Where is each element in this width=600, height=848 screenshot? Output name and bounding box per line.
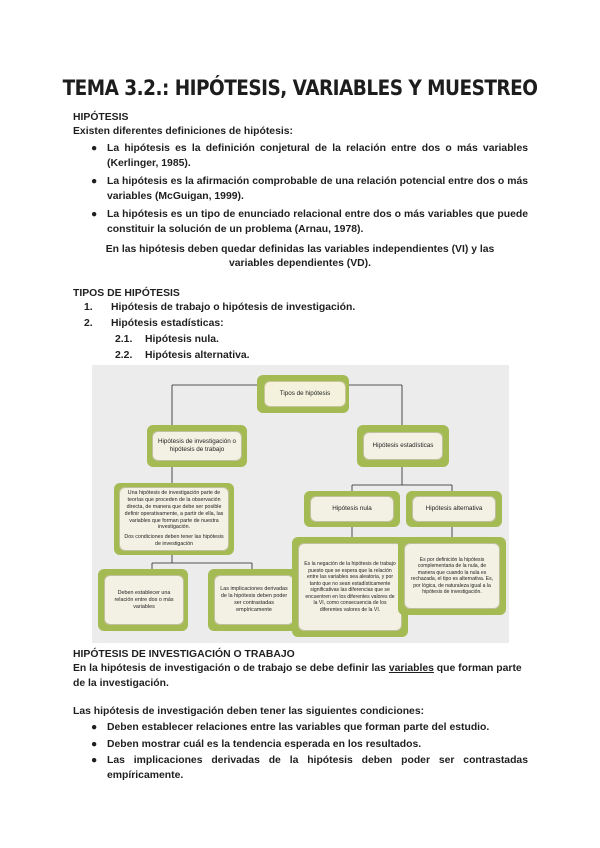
node-nula-desc: Es la negación de la hipótesis de trabajo puesto que se espera que la relación entre las variables sea aleatoria, y por tanto que no sean estadísticamente significativas las diferencias que se encuentren en los diferentes valores de la VI, como consecuencia de los diferentes valores de la VI. <box>298 543 402 631</box>
list-item: ● Deben mostrar cuál es la tendencia esperada en los resultados. <box>73 738 528 753</box>
bullet-icon: ● <box>91 143 98 154</box>
variables-link[interactable]: variables <box>388 663 434 674</box>
conditions-list <box>73 721 528 785</box>
section-heading-hipotesis: HIPÓTESIS <box>73 112 129 123</box>
node-investigacion-desc: Una hipótesis de investigación parte de teorías que proceden de la observación directa, de manera que debe ser posible definir operativamente, a partir de ella, las variables que forman parte de nuestra investigación. Dos condiciones deben tener las hipótesis de investigación <box>119 487 229 551</box>
section-heading-tipos: TIPOS DE HIPÓTESIS <box>73 288 180 299</box>
subitem-number: 2.1. <box>115 334 133 345</box>
bullet-icon: ● <box>91 738 98 750</box>
list-item: ● Deben establecer relaciones entre las variables que forman parte del estudio. <box>73 721 528 736</box>
item-number: 2. <box>84 318 93 329</box>
list-item: ● La hipótesis es la afirmación comprobable de una relación potencial entre dos o más variables (McGuigan, 1999). <box>91 176 528 202</box>
list-item: ● La hipótesis es un tipo de enunciado relacional entre dos o más variables que puede constituir la solución de un problema (Arnau, 1978). <box>91 209 528 235</box>
node-condicion-2: Las implicaciones derivadas de la hipótesis deben poder ser contrastadas empíricamente <box>214 575 294 625</box>
node-estadisticas: Hipótesis estadísticas <box>363 432 443 460</box>
bullet-icon: ● <box>91 176 98 187</box>
item-number: 1. <box>84 302 93 313</box>
bullet-icon: ● <box>91 722 98 733</box>
node-alternativa-desc: Es por definición la hipótesis complementaria de la nula, de manera que cuando la nula es rechazada, el tipo es alternativa. Es, por lógica, de naturaleza igual a la hipótesis de investigación. <box>404 543 500 609</box>
item-text: Hipótesis de trabajo o hipótesis de investigación. <box>111 302 356 313</box>
section-intro: Existen diferentes definiciones de hipótesis: <box>73 126 293 137</box>
section3-intro: Las hipótesis de investigación deben tener las siguientes condiciones: <box>73 706 425 717</box>
subitem-text: Hipótesis nula. <box>145 334 219 345</box>
center-note: En las hipótesis deben quedar definidas las variables independientes (VI) y las variables dependientes (VD). <box>105 244 495 269</box>
hypothesis-types-diagram <box>92 365 509 643</box>
bullet-icon: ● <box>91 209 98 220</box>
node-alternativa: Hipótesis alternativa <box>412 496 496 522</box>
list-item: ● La hipótesis es la definición conjetural de la relación entre dos o más variables (Kerlinger, 1985). <box>91 143 528 169</box>
node-nula: Hipótesis nula <box>310 496 394 522</box>
definitions-list <box>73 142 528 241</box>
section3-paragraph: En la hipótesis de investigación o de trabajo se debe definir las variables que forman parte de la investigación. <box>73 663 522 689</box>
page-title: TEMA 3.2.: HIPÓTESIS, VARIABLES Y MUESTREO <box>62 76 538 100</box>
subitem-text: Hipótesis alternativa. <box>145 350 250 361</box>
root-node: Tipos de hipótesis <box>264 381 346 407</box>
node-investigacion: Hipótesis de investigación o hipótesis de trabajo <box>152 431 242 461</box>
bullet-icon: ● <box>91 755 98 766</box>
node-condicion-1: Deben establecer una relación entre dos o más variables <box>104 575 184 625</box>
item-text: Hipótesis estadísticas: <box>111 318 224 329</box>
list-item: ● Las implicaciones derivadas de la hipótesis deben poder ser contrastadas empíricamente. <box>91 755 528 781</box>
section-heading-investigacion: HIPÓTESIS DE INVESTIGACIÓN O TRABAJO <box>73 649 295 660</box>
subitem-number: 2.2. <box>115 350 133 361</box>
